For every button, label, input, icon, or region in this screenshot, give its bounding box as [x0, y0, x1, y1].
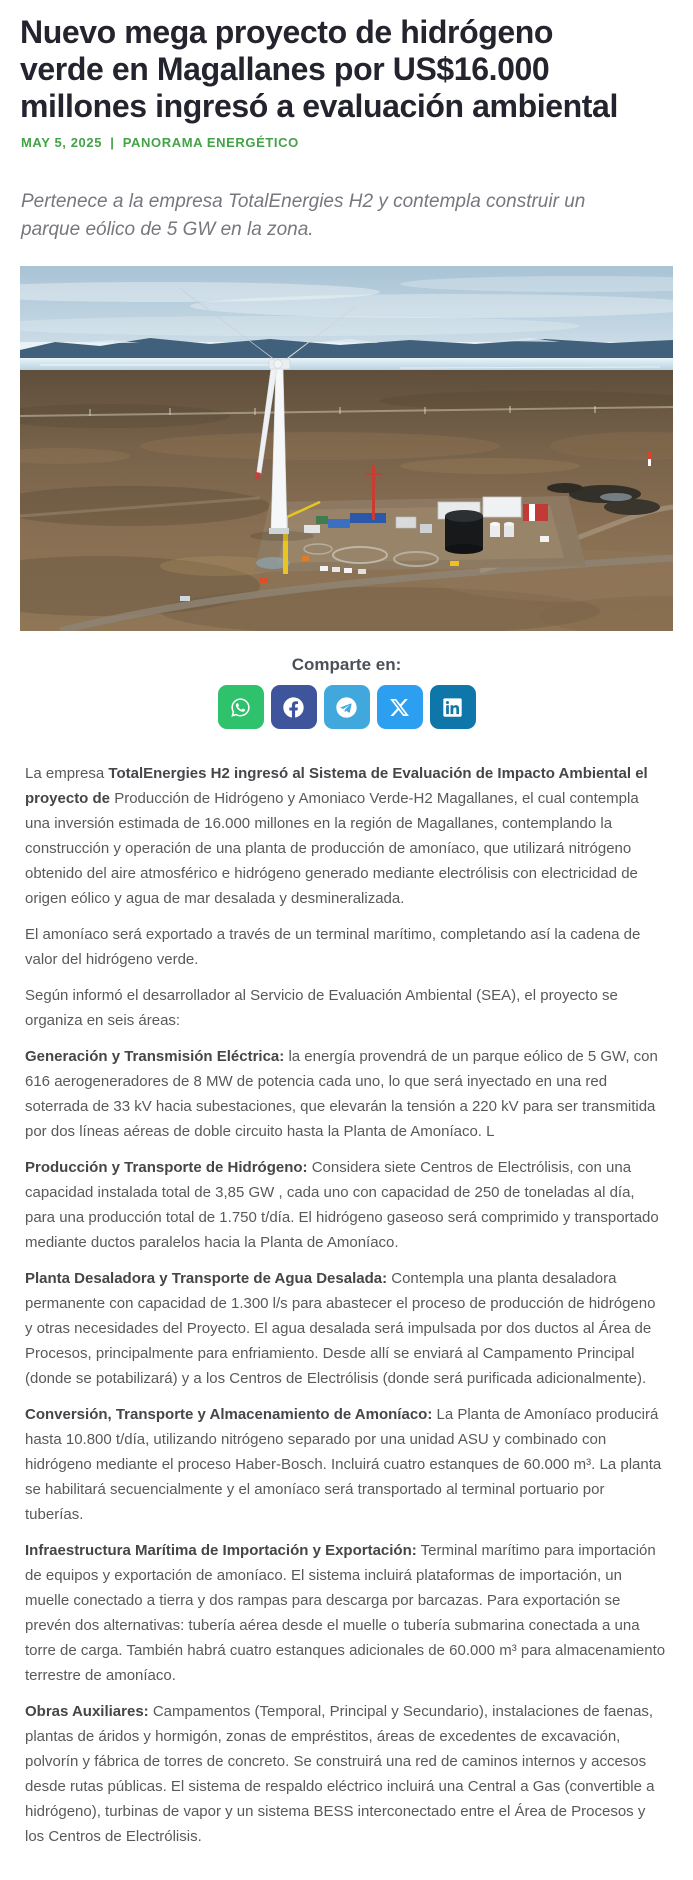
paragraph-text-run: La Planta de Amoníaco producirá hasta 10.800 t/día, utilizando nitrógeno separado por una unidad ASU y combinado con hidrógeno mediante el proceso Haber-Bosch. Incluirá cuatro estanques de 60.000 m³. La planta se habilitará secuencialmente y el amoníaco será transportado al terminal portuario por tuberías. — [25, 1406, 662, 1523]
x-icon — [389, 697, 410, 718]
paragraph-bold-run: TotalEnergies H2 ingresó al Sistema de Evaluación de Impacto Ambiental el proyecto de — [25, 765, 648, 807]
share-linkedin-button[interactable] — [430, 685, 476, 729]
telegram-icon — [336, 697, 357, 718]
body-paragraph — [25, 1538, 666, 1688]
body-paragraph — [25, 922, 666, 972]
paragraph-text-run: Terminal marítimo para importación de equipos y exportación de amoníaco. El sistema incluirá plataformas de importación, un muelle conectado a tierra y dos rampas para descarga por barcazas. Para exportación se prevén dos alternativas: tubería aérea desde el muelle o tubería submarina conectada a una torre de carga. También habrá cuatro estanques adicionales de 60.000 m³ para almacenamiento terrestre de amoníaco. — [25, 1542, 666, 1684]
body-paragraph — [25, 983, 666, 1033]
paragraph-text-run: Según informó el desarrollador al Servicio de Evaluación Ambiental (SEA), el proyecto se organiza en seis áreas: — [25, 987, 618, 1029]
paragraph-text-run: la energía provendrá de un parque eólico de 5 GW, con 616 aerogeneradores de 8 MW de potencia cada uno, lo que será inyectado en una red soterrada de 33 kV hacia subestaciones, que elevarán la tensión a 220 kV para ser transmitida por dos líneas aéreas de doble circuito hasta la Planta de Amoníaco. L — [25, 1048, 658, 1140]
whatsapp-icon — [230, 697, 251, 718]
paragraph-bold-run: Generación y Transmisión Eléctrica: — [25, 1048, 285, 1065]
paragraph-bold-run: Conversión, Transporte y Almacenamiento de Amoníaco: — [25, 1406, 433, 1423]
linkedin-icon — [442, 697, 463, 718]
wind-turbine-photo-illustration — [20, 266, 673, 631]
body-paragraph — [25, 1402, 666, 1527]
paragraph-text-run: Campamentos (Temporal, Principal y Secundario), instalaciones de faenas, plantas de áridos y hormigón, zonas de empréstitos, áreas de excedentes de excavación, polvorín y fábrica de torres de concreto. Se construirá una red de caminos internos y accesos desde rutas públicas. El sistema de respaldo eléctrico incluirá una Central a Gas (convertible a hidrógeno), turbinas de vapor y un sistema BESS interconectado entre el Área de Procesos y los Centros de Electrólisis. — [25, 1703, 655, 1845]
share-x-button[interactable] — [377, 685, 423, 729]
article-subtitle: Pertenece a la empresa TotalEnergies H2 y contempla construir un parque eólico de 5 GW en la zona. — [21, 191, 586, 240]
paragraph-bold-run: Obras Auxiliares: — [25, 1703, 149, 1720]
paragraph-bold-run: Infraestructura Marítima de Importación y Exportación: — [25, 1542, 417, 1559]
body-paragraph — [25, 1266, 666, 1391]
article-body — [25, 761, 666, 1849]
paragraph-text-run: Contempla una planta desaladora permanente con capacidad de 1.300 l/s para abastecer el proceso de producción de hidrógeno y otras necesidades del Proyecto. El agua desalada será impulsada por dos ductos al Área de Procesos, principalmente para enfriamiento. Desde allí se enviará al Campamento Principal (donde se potabilizará) y a los Centros de Electrólisis (donde será purificada adicionalmente). — [25, 1270, 656, 1387]
article-title: Nuevo mega proyecto de hidrógeno verde en Magallanes por US$16.000 millones ingresó a evaluación ambiental — [20, 14, 618, 124]
paragraph-text-run: La empresa — [25, 765, 109, 782]
body-paragraph — [25, 1044, 666, 1144]
share-telegram-button[interactable] — [324, 685, 370, 729]
share-buttons — [0, 685, 693, 729]
paragraph-text-run: Considera siete Centros de Electrólisis, con una capacidad instalada total de 3,85 GW , cada uno con capacidad de 250 de toneladas al día, para una producción total de 1.750 t/día. El hidrógeno gaseoso será comprimido y transportado mediante ductos paralelos hacia la Planta de Amoníaco. — [25, 1159, 659, 1251]
body-paragraph — [25, 761, 666, 911]
paragraph-text-run: El amoníaco será exportado a través de un terminal marítimo, completando así la cadena de valor del hidrógeno verde. — [25, 926, 641, 968]
share-whatsapp-button[interactable] — [218, 685, 264, 729]
facebook-icon — [283, 697, 304, 718]
article-meta — [21, 135, 673, 150]
share-facebook-button[interactable] — [271, 685, 317, 729]
paragraph-bold-run: Planta Desaladora y Transporte de Agua Desalada: — [25, 1270, 388, 1287]
paragraph-bold-run: Producción y Transporte de Hidrógeno: — [25, 1159, 308, 1176]
hero-image — [20, 266, 673, 631]
body-paragraph — [25, 1155, 666, 1255]
article-category-link[interactable]: PANORAMA ENERGÉTICO — [122, 135, 299, 150]
paragraph-text-run: Producción de Hidrógeno y Amoniaco Verde-H2 Magallanes, el cual contempla una inversión estimada de 16.000 millones en la región de Magallanes, contemplando la construcción y operación de una planta de producción de amoníaco, que utilizará nitrógeno obtenido del aire atmosférico e hidrógeno generado mediante electrólisis con electricidad de origen eólico y agua de mar desalada y desmineralizada. — [25, 790, 639, 907]
share-section — [0, 655, 693, 729]
share-label: Comparte en: — [291, 655, 402, 674]
article-date: MAY 5, 2025 — [21, 135, 103, 150]
meta-separator: | — [110, 135, 115, 150]
